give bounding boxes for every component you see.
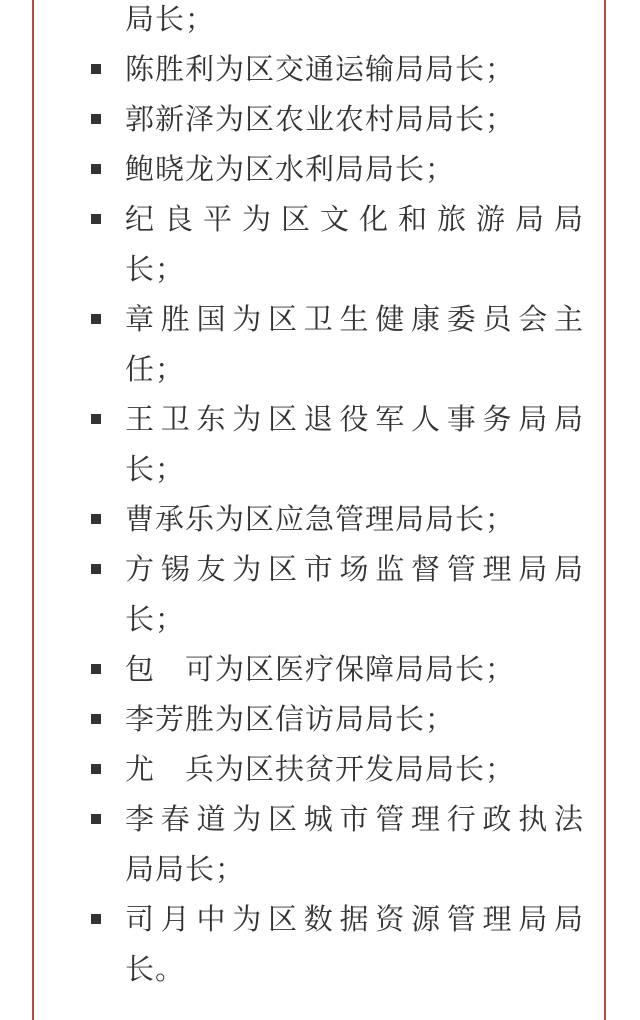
square-bullet-icon xyxy=(91,664,101,674)
square-bullet-icon xyxy=(91,214,101,224)
list-item xyxy=(0,794,640,894)
square-bullet-icon xyxy=(91,714,101,724)
square-bullet-icon xyxy=(91,164,101,174)
appointment-list xyxy=(0,44,640,994)
list-item-text: 鲍晓龙为区水利局局长； xyxy=(125,152,456,186)
list-item-text: 方锡友为区市场监督管理局局 xyxy=(125,552,583,586)
square-bullet-icon xyxy=(91,114,101,124)
list-item xyxy=(0,494,640,544)
list-item-text-continuation: 局局长； xyxy=(125,852,246,886)
square-bullet-icon xyxy=(91,914,101,924)
list-item-text: 章胜国为区卫生健康委员会主 xyxy=(125,302,583,336)
square-bullet-icon xyxy=(91,514,101,524)
list-item-text: 纪良平为区文化和旅游局局 xyxy=(125,202,583,236)
list-item xyxy=(0,544,640,644)
list-item xyxy=(0,394,640,494)
list-item xyxy=(0,44,640,94)
square-bullet-icon xyxy=(91,414,101,424)
list-item-text: 王卫东为区退役军人事务局局 xyxy=(125,402,583,436)
list-item-text-continuation: 长； xyxy=(125,252,186,286)
list-item xyxy=(0,294,640,394)
list-item-text-continuation: 长； xyxy=(125,452,186,486)
square-bullet-icon xyxy=(91,814,101,824)
list-item-text: 包 可为区医疗保障局局长； xyxy=(125,652,516,686)
square-bullet-icon xyxy=(91,764,101,774)
square-bullet-icon xyxy=(91,314,101,324)
list-item-text: 曹承乐为区应急管理局局长； xyxy=(125,502,516,536)
list-item xyxy=(0,894,640,994)
list-item-text: 陈胜利为区交通运输局局长； xyxy=(125,52,516,86)
list-item-text-continuation: 任； xyxy=(125,352,186,386)
list-item-text: 李春道为区城市管理行政执法 xyxy=(125,802,583,836)
list-item xyxy=(0,744,640,794)
list-item-text: 郭新泽为区农业农村局局长； xyxy=(125,102,516,136)
list-item xyxy=(0,694,640,744)
list-item xyxy=(0,144,640,194)
list-item xyxy=(0,644,640,694)
list-item xyxy=(0,94,640,144)
list-item-text: 李芳胜为区信访局局长； xyxy=(125,702,456,736)
list-item-continuation: 局长； xyxy=(125,2,216,36)
square-bullet-icon xyxy=(91,564,101,574)
list-item xyxy=(0,194,640,294)
square-bullet-icon xyxy=(91,64,101,74)
list-item-text-continuation: 长。 xyxy=(125,952,186,986)
list-item-text-continuation: 长； xyxy=(125,602,186,636)
list-item-text: 司月中为区数据资源管理局局 xyxy=(125,902,583,936)
list-item-text: 尤 兵为区扶贫开发局局长； xyxy=(125,752,516,786)
